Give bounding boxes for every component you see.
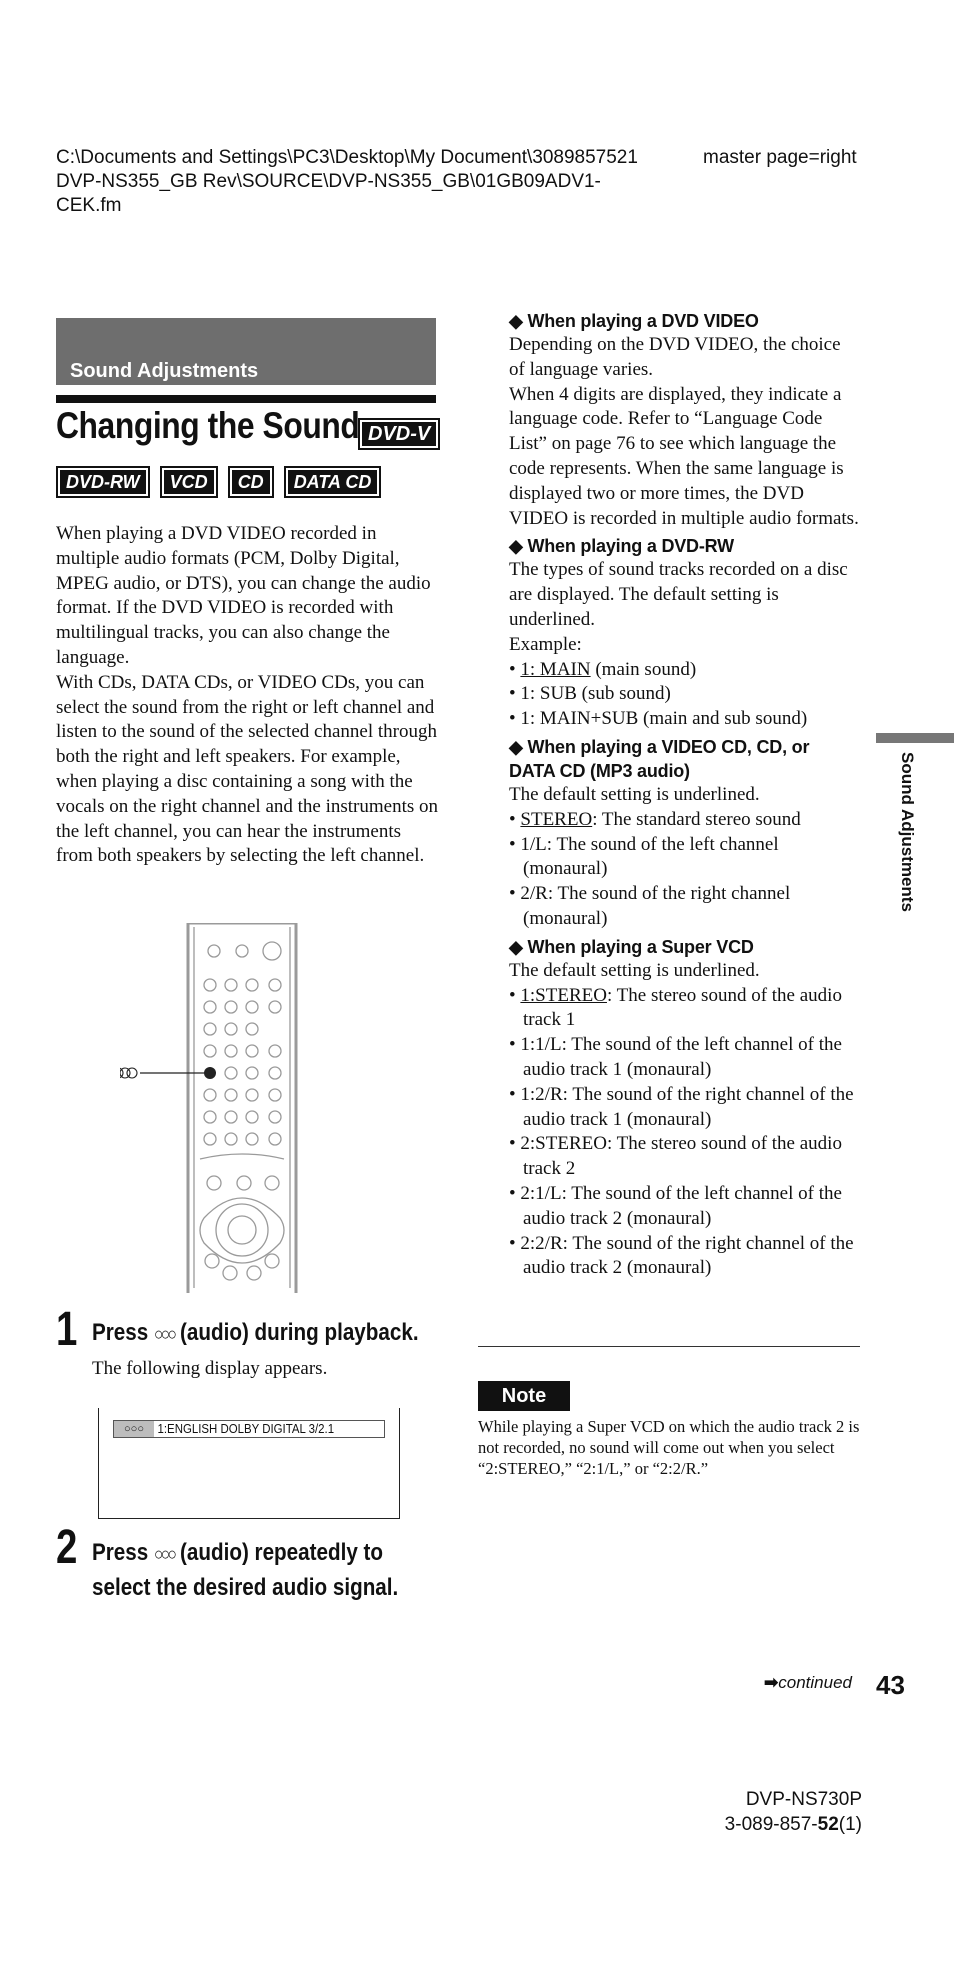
audio-icon: ○○○	[114, 1421, 154, 1437]
side-tab-bar	[876, 733, 954, 743]
step-2-instruction: Press ○○○ (audio) repeatedly to select the desired audio signal.	[92, 1539, 399, 1601]
list-item: • 1: MAIN+SUB (main and sub sound)	[509, 707, 859, 732]
vcd-text: The default setting is underlined.	[509, 783, 760, 805]
note-divider	[478, 1346, 860, 1347]
step-1-instruction: Press ○○○ (audio) during playback.	[92, 1319, 419, 1346]
note-label: Note	[478, 1381, 570, 1411]
dvd-video-text: Depending on the DVD VIDEO, the choice of language varies.	[509, 334, 841, 380]
list-item: • 2:STEREO: The stereo sound of the audio track 2	[509, 1132, 859, 1182]
list-item: • 1:1/L: The sound of the left channel of the audio track 1 (monaural)	[509, 1033, 859, 1083]
disc-badge-dvd-rw: DVD-RW	[58, 468, 148, 496]
audio-icon: ○○○	[153, 1324, 175, 1344]
document-code: 3-089-857-52(1)	[724, 1814, 862, 1835]
audio-icon: ○○○	[153, 1544, 175, 1564]
section-banner	[56, 318, 436, 385]
step-1-number: 1	[56, 1303, 78, 1356]
model-number: DVP-NS730P	[745, 1789, 862, 1810]
list-item: • 1: SUB (sub sound)	[509, 682, 859, 707]
intro-text	[56, 522, 441, 869]
dvd-rw-heading: ◆ When playing a DVD-RW	[509, 536, 734, 557]
arrow-right-icon: ➡	[764, 1673, 779, 1692]
list-item: • 2:1/L: The sound of the left channel of the audio track 2 (monaural)	[509, 1182, 859, 1232]
page-number: 43	[876, 1670, 905, 1700]
dvd-rw-example: Example:	[509, 633, 582, 655]
list-item: • STEREO: The standard stereo sound	[509, 808, 859, 833]
dvd-video-text: When 4 digits are displayed, they indicate a language code. Refer to “Language Code List” on page 76 to see which language the code represents. When the same language is displayed two or more times, the DVD VIDEO is recorded in multiple audio formats.	[509, 383, 859, 529]
master-page-label: master page=right	[703, 147, 857, 168]
audio-icon	[120, 1068, 137, 1078]
side-tab-label: Sound Adjustments	[898, 752, 917, 912]
file-path: C:\Documents and Settings\PC3\Desktop\My Document\3089857521 DVP-NS355_GB Rev\SOURCE\DVP-NS355_GB\01GB09ADV1-CEK.fm	[56, 147, 638, 216]
list-item: • 1:STEREO: The stereo sound of the audio track 1	[509, 984, 859, 1034]
step-2-number: 2	[56, 1521, 78, 1574]
display-text: 1:ENGLISH DOLBY DIGITAL 3/2.1	[157, 1421, 335, 1436]
step-1-subtext: The following display appears.	[92, 1358, 328, 1379]
disc-badge-vcd: VCD	[162, 468, 216, 496]
note-text: While playing a Super VCD on which the audio track 2 is not recorded, no sound will come out when you select “2:STEREO,” “2:1/L,” or “2:2/R.”	[478, 1417, 860, 1478]
intro-paragraph: When playing a DVD VIDEO recorded in multiple audio formats (PCM, Dolby Digital, MPEG audio, or DTS), you can change the audio format. If the DVD VIDEO is recorded with multilingual tracks, you can also change the language.	[56, 523, 431, 668]
vcd-list	[509, 808, 859, 932]
section-rule	[56, 395, 436, 403]
dvd-video-heading: ◆ When playing a DVD VIDEO	[509, 311, 759, 331]
disc-badge-row	[58, 468, 379, 496]
page-title: Changing the Sound	[56, 405, 360, 446]
right-column	[509, 306, 859, 1281]
display-bar	[113, 1420, 385, 1438]
section-title: Sound Adjustments	[70, 360, 259, 382]
intro-paragraph: With CDs, DATA CDs, or VIDEO CDs, you can select the sound from the right or left channel and listen to the sound of the selected channel through both the right and left speakers. For example, when playing a disc containing a song with the vocals on the right channel and the instruments on the left channel, you can hear the instruments from both speakers by selecting the left channel.	[56, 671, 439, 867]
dvd-rw-text: The types of sound tracks recorded on a disc are displayed. The default setting is underlined.	[509, 559, 848, 630]
disc-badge-data-cd: DATA CD	[286, 468, 380, 496]
disc-badge-dvd-v: DVD-V	[360, 420, 438, 448]
svcd-heading: ◆ When playing a Super VCD	[509, 936, 754, 957]
model-info	[700, 1787, 862, 1837]
svcd-list	[509, 984, 859, 1282]
remote-control-illustration	[120, 923, 320, 1293]
svcd-text: The default setting is underlined.	[509, 959, 760, 981]
list-item: • 1:2/R: The sound of the right channel of the audio track 1 (monaural)	[509, 1083, 859, 1133]
list-item: • 1/L: The sound of the left channel (monaural)	[509, 833, 859, 883]
dvd-rw-list	[509, 658, 859, 732]
disc-badge-cd: CD	[230, 468, 272, 496]
continued-indicator: ➡continued	[764, 1673, 852, 1692]
list-item: • 2/R: The sound of the right channel (monaural)	[509, 882, 859, 932]
list-item: • 2:2/R: The sound of the right channel of the audio track 2 (monaural)	[509, 1232, 859, 1282]
list-item: • 1: MAIN (main sound)	[509, 658, 859, 683]
vcd-heading: ◆ When playing a VIDEO CD, CD, or DATA CD (MP3 audio)	[509, 736, 810, 781]
